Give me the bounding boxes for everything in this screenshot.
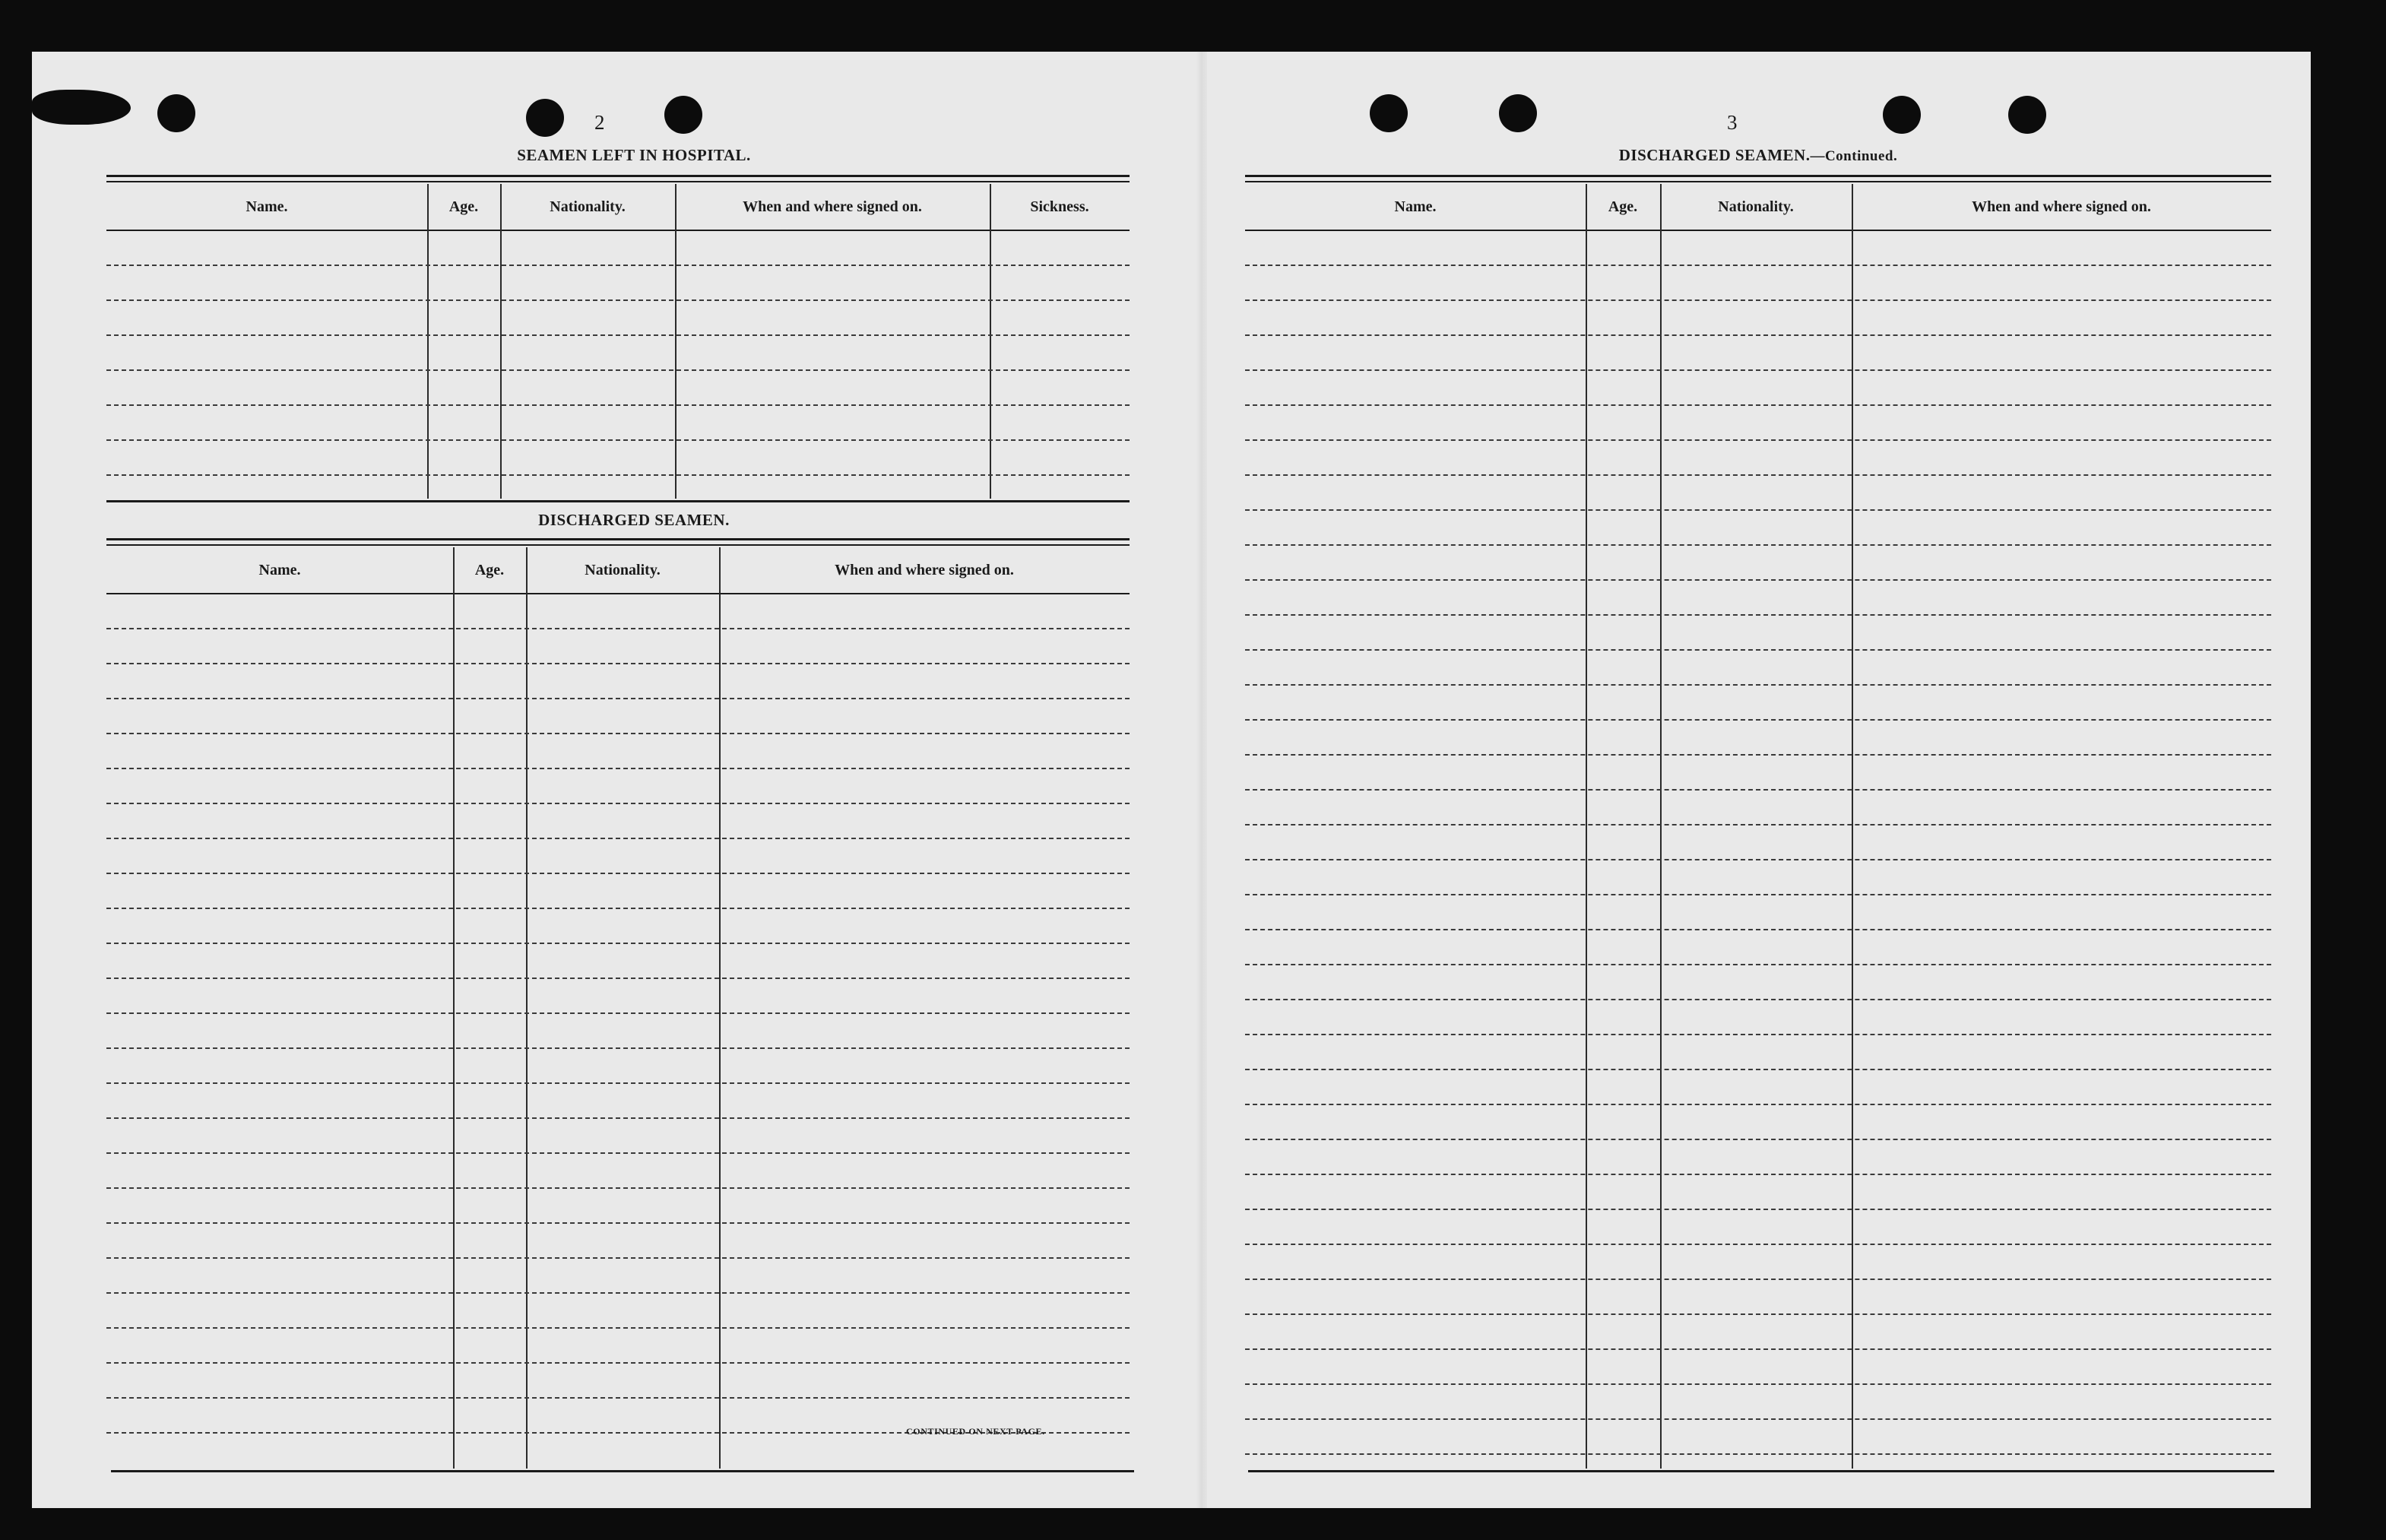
discharged-continued-title-text: DISCHARGED SEAMEN.: [1618, 146, 1811, 164]
entry-line: [1245, 649, 2271, 651]
entry-line: [1245, 1244, 2271, 1245]
column-header-name: Name.: [258, 561, 301, 578]
table-header-row: [1245, 184, 2271, 231]
entry-line: [1245, 439, 2271, 441]
entry-line: [1245, 719, 2271, 721]
page-fold: [1196, 52, 1207, 1508]
column-separator: [719, 547, 721, 1469]
column-header-name: Name.: [1394, 198, 1437, 215]
entry-line: [106, 1397, 1130, 1399]
column-separator: [1660, 184, 1662, 1469]
double-rule: [106, 538, 1130, 546]
entry-line: [1245, 1418, 2271, 1420]
entry-line: [106, 943, 1130, 944]
rule: [111, 1470, 1134, 1472]
entry-line: [106, 803, 1130, 804]
entry-line: [106, 1362, 1130, 1364]
discharged-continued-table: [1245, 184, 2271, 1469]
entry-line: [1245, 579, 2271, 581]
entry-line: [106, 299, 1130, 301]
entry-line: [106, 1327, 1130, 1329]
column-header-signed-on: When and where signed on.: [1972, 198, 2151, 215]
entry-line: [106, 838, 1130, 839]
entry-line: [1245, 684, 2271, 686]
entry-line: [1245, 789, 2271, 791]
entry-line: [1245, 474, 2271, 476]
table-header-row: [106, 184, 1130, 231]
column-separator: [500, 184, 502, 499]
page-number: 2: [594, 111, 605, 134]
entry-line: [106, 404, 1130, 406]
punch-hole: [1370, 94, 1408, 132]
column-separator: [675, 184, 677, 499]
column-header-age: Age.: [474, 561, 505, 578]
entry-line: [106, 1222, 1130, 1224]
punch-hole: [526, 99, 564, 137]
entry-line: [1245, 1313, 2271, 1315]
column-header-age: Age.: [1608, 198, 1638, 215]
entry-line: [1245, 1383, 2271, 1385]
column-header-signed-on: When and where signed on.: [835, 561, 1014, 578]
entry-line: [1245, 859, 2271, 860]
column-header-signed-on: When and where signed on.: [743, 198, 922, 215]
entry-line: [106, 873, 1130, 874]
entry-line: [1245, 824, 2271, 825]
rule: [1248, 1470, 2274, 1472]
entry-line: [1245, 1069, 2271, 1070]
column-separator: [453, 547, 455, 1469]
entry-line: [106, 698, 1130, 699]
punch-hole: [2008, 96, 2046, 134]
column-separator: [1586, 184, 1587, 1469]
entry-line: [1245, 929, 2271, 930]
double-rule: [1245, 175, 2271, 182]
entry-line: [106, 439, 1130, 441]
entry-line: [106, 1257, 1130, 1259]
entry-line: [1245, 509, 2271, 511]
column-header-name: Name.: [246, 198, 288, 215]
entry-line: [1245, 1279, 2271, 1280]
discharged-table: [106, 547, 1130, 1469]
entry-line: [106, 768, 1130, 769]
double-rule: [106, 175, 1130, 182]
entry-line: [1245, 369, 2271, 371]
punch-hole: [664, 96, 702, 134]
column-header-age: Age.: [448, 198, 479, 215]
entry-line: [1245, 404, 2271, 406]
hospital-table: [106, 184, 1130, 499]
entry-line: [106, 334, 1130, 336]
entry-line: [1245, 1348, 2271, 1350]
entry-line: [1245, 1209, 2271, 1210]
hospital-section-title: SEAMEN LEFT IN HOSPITAL.: [517, 146, 751, 164]
column-header-sickness: Sickness.: [1030, 198, 1089, 215]
entry-line: [106, 1082, 1130, 1084]
entry-line: [106, 1117, 1130, 1119]
entry-line: [1245, 1034, 2271, 1035]
punch-hole: [1499, 94, 1537, 132]
entry-line: [106, 908, 1130, 909]
entry-line: [106, 474, 1130, 476]
entry-line: [1245, 1104, 2271, 1105]
entry-line: [1245, 299, 2271, 301]
column-separator: [427, 184, 429, 499]
entry-line: [1245, 1453, 2271, 1455]
entry-line: [106, 663, 1130, 664]
table-header-row: [106, 547, 1130, 594]
entry-line: [1245, 894, 2271, 895]
discharged-continued-title: [1245, 146, 2271, 165]
entry-line: [106, 1152, 1130, 1154]
continued-suffix: —Continued.: [1810, 148, 1898, 164]
column-header-nationality: Nationality.: [585, 561, 661, 578]
entry-line: [106, 1187, 1130, 1189]
entry-line: [1245, 754, 2271, 756]
ink-smudge: [32, 90, 131, 125]
entry-line: [1245, 964, 2271, 965]
entry-line: [106, 733, 1130, 734]
punch-hole: [1883, 96, 1921, 134]
rule: [106, 500, 1130, 502]
entry-line: [1245, 614, 2271, 616]
entry-line: [106, 978, 1130, 979]
discharged-section-title: DISCHARGED SEAMEN.: [538, 511, 730, 529]
entry-line: [106, 1047, 1130, 1049]
continued-note: CONTINUED ON NEXT PAGE.: [906, 1426, 1045, 1437]
entry-line: [106, 628, 1130, 629]
ledger-sheet: [32, 52, 2311, 1508]
column-header-nationality: Nationality.: [550, 198, 626, 215]
entry-line: [106, 1292, 1130, 1294]
entry-line: [1245, 265, 2271, 266]
column-separator: [526, 547, 528, 1469]
column-separator: [1852, 184, 1853, 1469]
column-separator: [990, 184, 991, 499]
entry-line: [1245, 1174, 2271, 1175]
entry-line: [106, 369, 1130, 371]
entry-line: [106, 265, 1130, 266]
entry-line: [1245, 1139, 2271, 1140]
page-number: 3: [1727, 111, 1738, 134]
entry-line: [1245, 334, 2271, 336]
entry-line: [1245, 544, 2271, 546]
punch-hole: [157, 94, 195, 132]
entry-line: [106, 1012, 1130, 1014]
entry-line: [1245, 999, 2271, 1000]
column-header-nationality: Nationality.: [1718, 198, 1794, 215]
